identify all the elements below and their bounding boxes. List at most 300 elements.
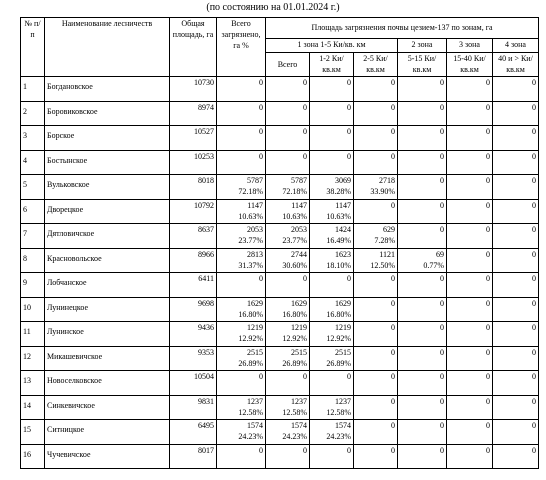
cell-contaminated bbox=[217, 150, 266, 175]
cell-zone1-1-2-value: 0 bbox=[347, 274, 351, 283]
cell-zone1-1-2 bbox=[310, 420, 354, 445]
cell-contaminated bbox=[217, 346, 266, 371]
cell-zone3-value: 0 bbox=[486, 176, 490, 185]
cell-zone1-1-2-value: 0 bbox=[347, 151, 351, 161]
cell-zone1-2-5-percent: 12.50% bbox=[370, 260, 395, 270]
cell-no bbox=[21, 101, 45, 126]
cell-no-value: 2 bbox=[23, 106, 27, 116]
cell-forestry-name bbox=[45, 175, 170, 200]
cell-zone4-value: 0 bbox=[532, 347, 536, 357]
cell-zone1-total bbox=[266, 395, 310, 420]
cell-zone2 bbox=[398, 322, 447, 347]
cell-no bbox=[21, 224, 45, 249]
cell-zone3-value: 0 bbox=[486, 127, 490, 136]
cell-zone2-percent: 0.77% bbox=[423, 260, 444, 270]
cell-contaminated-percent: 16.80% bbox=[238, 309, 263, 319]
cell-zone4 bbox=[493, 126, 539, 151]
cell-zone1-total bbox=[266, 322, 310, 347]
cell-zone1-1-2 bbox=[310, 297, 354, 322]
cell-contaminated bbox=[217, 224, 266, 249]
cell-zone2-value: 0 bbox=[440, 127, 444, 136]
cell-zone1-total-value: 0 bbox=[303, 274, 307, 283]
cell-zone4-value: 0 bbox=[532, 249, 536, 259]
cell-no-value: 6 bbox=[23, 204, 27, 214]
cell-total-area bbox=[170, 420, 217, 445]
table-row bbox=[21, 371, 539, 396]
cell-total-area-value: 9831 bbox=[198, 396, 214, 406]
cell-forestry-name-value: Дятловичское bbox=[47, 229, 95, 238]
cell-contaminated-value: 0 bbox=[259, 127, 263, 136]
cell-zone1-2-5-value: 0 bbox=[391, 298, 395, 308]
cell-zone1-1-2 bbox=[310, 322, 354, 347]
cell-no-value: 7 bbox=[23, 229, 27, 238]
cell-zone3-value: 0 bbox=[486, 323, 490, 332]
cell-contaminated bbox=[217, 77, 266, 102]
cell-no-value: 3 bbox=[23, 131, 27, 140]
cell-no bbox=[21, 199, 45, 224]
col-header-2-5: 2-5 Ки/кв.км bbox=[354, 53, 398, 77]
cell-total-area bbox=[170, 444, 217, 469]
table-row bbox=[21, 297, 539, 322]
cell-contaminated-percent: 12.92% bbox=[238, 334, 263, 343]
cell-total-area bbox=[170, 248, 217, 273]
cell-zone3-value: 0 bbox=[486, 249, 490, 259]
cell-zone1-1-2 bbox=[310, 371, 354, 396]
cell-contaminated-percent: 31.37% bbox=[238, 260, 263, 270]
cell-zone1-1-2-value: 1623 bbox=[335, 249, 351, 259]
cell-zone4-value: 0 bbox=[532, 176, 536, 185]
cell-zone3-value: 0 bbox=[486, 445, 490, 455]
cell-total-area-value: 8017 bbox=[198, 445, 214, 455]
cell-zone1-2-5-value: 629 bbox=[383, 225, 395, 234]
cell-zone1-total-value: 0 bbox=[303, 151, 307, 161]
cell-zone1-total bbox=[266, 175, 310, 200]
cell-zone2-value: 0 bbox=[440, 323, 444, 332]
cell-zone3 bbox=[447, 126, 493, 151]
cell-zone1-total-value: 1237 bbox=[291, 396, 307, 406]
cell-zone2 bbox=[398, 371, 447, 396]
cell-zone4 bbox=[493, 371, 539, 396]
col-header-5-15: 5-15 Ки/кв.км bbox=[398, 53, 447, 77]
col-header-zone1-total: Всего bbox=[266, 53, 310, 77]
cell-zone1-total-percent: 16.80% bbox=[282, 309, 307, 319]
col-header-zone-group: Площадь загрязнения почвы цезием-137 по зонам, га bbox=[266, 18, 539, 39]
cell-contaminated-value: 0 bbox=[259, 102, 263, 112]
cell-forestry-name-value: Вульковское bbox=[47, 180, 90, 189]
cell-contaminated-percent: 72.18% bbox=[238, 187, 263, 196]
cell-zone1-1-2 bbox=[310, 126, 354, 151]
cell-zone1-total bbox=[266, 248, 310, 273]
cell-zone4-value: 0 bbox=[532, 421, 536, 430]
cell-forestry-name bbox=[45, 126, 170, 151]
cell-forestry-name bbox=[45, 248, 170, 273]
cell-zone3 bbox=[447, 77, 493, 102]
cell-no-value: 13 bbox=[23, 376, 31, 385]
cell-total-area bbox=[170, 322, 217, 347]
cell-contaminated-value: 0 bbox=[259, 78, 263, 87]
cell-total-area bbox=[170, 346, 217, 371]
cell-zone4 bbox=[493, 297, 539, 322]
cell-forestry-name-value: Микашевичское bbox=[47, 351, 103, 361]
cell-zone1-2-5-value: 0 bbox=[391, 347, 395, 357]
cell-zone2-value: 0 bbox=[440, 396, 444, 406]
cell-forestry-name bbox=[45, 346, 170, 371]
cell-contaminated bbox=[217, 199, 266, 224]
cell-zone2-value: 0 bbox=[440, 176, 444, 185]
col-header-total-area: Общая площадь, га bbox=[170, 18, 217, 77]
cell-total-area bbox=[170, 371, 217, 396]
table-row bbox=[21, 126, 539, 151]
cell-forestry-name-value: Борское bbox=[47, 131, 75, 140]
table-row bbox=[21, 224, 539, 249]
cell-zone1-2-5-value: 1121 bbox=[379, 249, 395, 259]
table-row bbox=[21, 322, 539, 347]
cell-zone4 bbox=[493, 420, 539, 445]
cell-contaminated bbox=[217, 420, 266, 445]
cell-forestry-name bbox=[45, 420, 170, 445]
cell-zone1-total-value: 0 bbox=[303, 445, 307, 455]
cell-zone1-2-5-value: 0 bbox=[391, 445, 395, 455]
cell-zone1-2-5 bbox=[354, 199, 398, 224]
cell-zone1-2-5 bbox=[354, 371, 398, 396]
cell-zone2-value: 0 bbox=[440, 102, 444, 112]
cell-zone1-2-5-percent: 7.28% bbox=[374, 236, 395, 245]
cell-forestry-name bbox=[45, 224, 170, 249]
col-header-1-2: 1-2 Ки/кв.км bbox=[310, 53, 354, 77]
cell-zone1-2-5 bbox=[354, 175, 398, 200]
cell-zone1-1-2 bbox=[310, 199, 354, 224]
cell-zone1-total-value: 1629 bbox=[291, 298, 307, 308]
cell-zone2-value: 0 bbox=[440, 347, 444, 357]
cell-contaminated-percent: 23.77% bbox=[238, 236, 263, 245]
cell-zone1-2-5 bbox=[354, 224, 398, 249]
cell-zone1-2-5-value: 0 bbox=[391, 274, 395, 283]
cell-forestry-name bbox=[45, 77, 170, 102]
cell-zone2 bbox=[398, 420, 447, 445]
cell-zone2 bbox=[398, 199, 447, 224]
cell-zone2-value: 69 bbox=[436, 249, 444, 259]
cell-zone2 bbox=[398, 175, 447, 200]
cell-zone4-value: 0 bbox=[532, 78, 536, 87]
cell-no bbox=[21, 248, 45, 273]
cell-zone2 bbox=[398, 273, 447, 298]
table-row bbox=[21, 420, 539, 445]
cell-zone1-1-2-value: 1629 bbox=[335, 298, 351, 308]
cell-zone1-1-2-value: 1237 bbox=[335, 396, 351, 406]
cell-zone4-value: 0 bbox=[532, 102, 536, 112]
cell-zone4 bbox=[493, 224, 539, 249]
cell-forestry-name-value: Красновольское bbox=[47, 253, 102, 263]
col-header-name: Наименование лесничеств bbox=[45, 18, 170, 77]
cell-zone1-2-5 bbox=[354, 126, 398, 151]
cell-zone1-total-value: 0 bbox=[303, 78, 307, 87]
cell-no bbox=[21, 150, 45, 175]
cell-zone4-value: 0 bbox=[532, 127, 536, 136]
cell-zone2 bbox=[398, 101, 447, 126]
cell-zone3 bbox=[447, 444, 493, 469]
cell-zone3 bbox=[447, 420, 493, 445]
cell-forestry-name-value: Синкевичское bbox=[47, 400, 95, 410]
cell-zone1-total-value: 2744 bbox=[291, 249, 307, 259]
cell-zone1-total-percent: 24.23% bbox=[282, 432, 307, 441]
cell-zone2 bbox=[398, 224, 447, 249]
cell-no-value: 11 bbox=[23, 327, 31, 336]
cell-zone1-total-percent: 12.58% bbox=[282, 407, 307, 417]
cell-zone1-2-5 bbox=[354, 297, 398, 322]
cell-forestry-name bbox=[45, 199, 170, 224]
cell-zone1-total bbox=[266, 150, 310, 175]
cell-zone1-total-value: 1147 bbox=[291, 200, 307, 210]
cell-zone1-1-2-percent: 16.80% bbox=[326, 309, 351, 319]
table-row bbox=[21, 175, 539, 200]
cell-zone1-1-2-value: 1147 bbox=[335, 200, 351, 210]
cell-contaminated bbox=[217, 248, 266, 273]
cell-zone3-value: 0 bbox=[486, 200, 490, 210]
cell-zone2 bbox=[398, 150, 447, 175]
cell-forestry-name-value: Лобчанское bbox=[47, 278, 87, 287]
cell-total-area-value: 10730 bbox=[194, 78, 214, 87]
cell-zone1-1-2 bbox=[310, 77, 354, 102]
cell-zone2-value: 0 bbox=[440, 274, 444, 283]
cell-contaminated-value: 1574 bbox=[247, 421, 263, 430]
cell-total-area-value: 9353 bbox=[198, 347, 214, 357]
cell-zone3 bbox=[447, 101, 493, 126]
cell-zone3-value: 0 bbox=[486, 151, 490, 161]
cell-zone3 bbox=[447, 322, 493, 347]
cell-zone3-value: 0 bbox=[486, 421, 490, 430]
cell-contaminated bbox=[217, 126, 266, 151]
cell-zone1-total-value: 2515 bbox=[291, 347, 307, 357]
cell-forestry-name-value: Дворецкое bbox=[47, 204, 84, 214]
cell-zone4-value: 0 bbox=[532, 274, 536, 283]
cell-zone1-2-5-value: 0 bbox=[391, 102, 395, 112]
cell-zone1-2-5 bbox=[354, 346, 398, 371]
cell-zone1-1-2-percent: 12.58% bbox=[326, 407, 351, 417]
cell-zone1-total bbox=[266, 126, 310, 151]
cell-zone3 bbox=[447, 297, 493, 322]
cell-zone2-value: 0 bbox=[440, 151, 444, 161]
col-header-zone4: 4 зона bbox=[493, 39, 539, 53]
cell-zone4 bbox=[493, 322, 539, 347]
cell-no bbox=[21, 444, 45, 469]
table-row bbox=[21, 150, 539, 175]
cell-forestry-name-value: Лунинецкое bbox=[47, 302, 89, 312]
cell-zone2-value: 0 bbox=[440, 225, 444, 234]
cell-zone1-total bbox=[266, 101, 310, 126]
cell-contaminated-value: 1629 bbox=[247, 298, 263, 308]
cell-total-area-value: 6495 bbox=[198, 421, 214, 430]
table-row bbox=[21, 444, 539, 469]
table-row bbox=[21, 77, 539, 102]
col-header-40-plus: 40 и > Ки/кв.км bbox=[493, 53, 539, 77]
cell-total-area-value: 8966 bbox=[198, 249, 214, 259]
cell-no-value: 4 bbox=[23, 155, 27, 165]
cell-contaminated bbox=[217, 371, 266, 396]
cell-no bbox=[21, 273, 45, 298]
cell-zone1-2-5-value: 2718 bbox=[379, 176, 395, 185]
cell-zone3-value: 0 bbox=[486, 372, 490, 381]
cell-total-area bbox=[170, 395, 217, 420]
cell-contaminated-percent: 24.23% bbox=[238, 432, 263, 441]
cell-zone4 bbox=[493, 273, 539, 298]
cell-zone1-1-2 bbox=[310, 444, 354, 469]
cell-zone3-value: 0 bbox=[486, 274, 490, 283]
cell-total-area-value: 9698 bbox=[198, 298, 214, 308]
cell-contaminated-value: 0 bbox=[259, 372, 263, 381]
table-row bbox=[21, 199, 539, 224]
cell-no bbox=[21, 322, 45, 347]
cell-zone1-2-5 bbox=[354, 420, 398, 445]
cell-total-area bbox=[170, 224, 217, 249]
col-header-no: № п/п bbox=[21, 18, 45, 77]
cell-zone3 bbox=[447, 273, 493, 298]
cell-zone1-total-value: 2053 bbox=[291, 225, 307, 234]
cell-total-area-value: 8974 bbox=[198, 102, 214, 112]
cell-zone1-total bbox=[266, 77, 310, 102]
cell-total-area-value: 9436 bbox=[198, 323, 214, 332]
cell-contaminated bbox=[217, 273, 266, 298]
cell-total-area bbox=[170, 101, 217, 126]
cell-zone2-value: 0 bbox=[440, 78, 444, 87]
cell-no-value: 9 bbox=[23, 278, 27, 287]
cell-zone1-1-2-value: 3069 bbox=[335, 176, 351, 185]
cell-zone1-1-2-value: 1574 bbox=[335, 421, 351, 430]
cell-zone1-2-5-value: 0 bbox=[391, 372, 395, 381]
cell-zone1-2-5 bbox=[354, 322, 398, 347]
cell-contaminated-percent: 26.89% bbox=[238, 358, 263, 368]
cell-zone3 bbox=[447, 371, 493, 396]
cell-zone1-1-2 bbox=[310, 175, 354, 200]
cell-no-value: 8 bbox=[23, 253, 27, 263]
cell-total-area bbox=[170, 150, 217, 175]
cell-zone1-2-5 bbox=[354, 395, 398, 420]
cell-total-area bbox=[170, 175, 217, 200]
cell-forestry-name-value: Чучевичское bbox=[47, 449, 91, 459]
cell-zone1-total-value: 0 bbox=[303, 102, 307, 112]
cell-no-value: 12 bbox=[23, 351, 31, 361]
cell-forestry-name bbox=[45, 101, 170, 126]
cell-contaminated-value: 0 bbox=[259, 445, 263, 455]
cell-contaminated bbox=[217, 101, 266, 126]
cell-contaminated-percent: 10.63% bbox=[238, 211, 263, 221]
cell-zone1-1-2-value: 1219 bbox=[335, 323, 351, 332]
col-header-zone2: 2 зона bbox=[398, 39, 447, 53]
cell-contaminated bbox=[217, 322, 266, 347]
cell-zone1-total bbox=[266, 224, 310, 249]
cell-total-area-value: 10792 bbox=[194, 200, 214, 210]
cell-zone1-1-2 bbox=[310, 346, 354, 371]
cell-zone1-total-value: 5787 bbox=[291, 176, 307, 185]
cell-zone2-value: 0 bbox=[440, 298, 444, 308]
cell-contaminated-value: 2515 bbox=[247, 347, 263, 357]
cell-no-value: 14 bbox=[23, 400, 31, 410]
cell-forestry-name bbox=[45, 371, 170, 396]
cell-zone1-2-5-value: 0 bbox=[391, 421, 395, 430]
cell-zone4 bbox=[493, 444, 539, 469]
cell-total-area bbox=[170, 297, 217, 322]
cell-no bbox=[21, 77, 45, 102]
cell-zone4-value: 0 bbox=[532, 200, 536, 210]
cell-total-area bbox=[170, 77, 217, 102]
cell-zone2-value: 0 bbox=[440, 200, 444, 210]
cell-zone1-1-2 bbox=[310, 395, 354, 420]
cell-no bbox=[21, 371, 45, 396]
cell-zone4-value: 0 bbox=[532, 323, 536, 332]
cell-zone4-value: 0 bbox=[532, 372, 536, 381]
cell-no bbox=[21, 126, 45, 151]
cell-total-area-value: 8637 bbox=[198, 225, 214, 234]
cell-no bbox=[21, 420, 45, 445]
cell-contaminated bbox=[217, 395, 266, 420]
cell-total-area bbox=[170, 126, 217, 151]
col-header-zone1: 1 зона 1-5 Ки/кв. км bbox=[266, 39, 398, 53]
table-row bbox=[21, 346, 539, 371]
cell-zone4-value: 0 bbox=[532, 298, 536, 308]
cell-zone1-1-2 bbox=[310, 273, 354, 298]
cell-zone1-2-5-value: 0 bbox=[391, 151, 395, 161]
cell-zone4 bbox=[493, 248, 539, 273]
cell-zone1-1-2-value: 1424 bbox=[335, 225, 351, 234]
table-row bbox=[21, 273, 539, 298]
cell-zone1-total-percent: 10.63% bbox=[282, 211, 307, 221]
cell-zone1-2-5-value: 0 bbox=[391, 78, 395, 87]
cell-zone2 bbox=[398, 126, 447, 151]
cell-zone1-total-value: 0 bbox=[303, 372, 307, 381]
cell-zone1-1-2-value: 0 bbox=[347, 102, 351, 112]
cell-zone1-total-value: 0 bbox=[303, 127, 307, 136]
cell-zone4 bbox=[493, 77, 539, 102]
cell-zone1-total bbox=[266, 420, 310, 445]
cell-forestry-name-value: Богдановское bbox=[47, 82, 93, 91]
cell-total-area-value: 10527 bbox=[194, 127, 214, 136]
cell-zone4-value: 0 bbox=[532, 225, 536, 234]
cell-zone1-1-2-value: 0 bbox=[347, 372, 351, 381]
cell-no-value: 15 bbox=[23, 425, 31, 434]
cell-zone1-1-2-value: 0 bbox=[347, 445, 351, 455]
cell-zone1-total bbox=[266, 371, 310, 396]
cell-zone1-2-5-value: 0 bbox=[391, 323, 395, 332]
cell-contaminated-value: 0 bbox=[259, 151, 263, 161]
document-subtitle: (по состоянию на 01.01.2024 г.) bbox=[206, 2, 340, 13]
cell-contaminated-value: 1147 bbox=[247, 200, 263, 210]
cell-zone3-value: 0 bbox=[486, 225, 490, 234]
cell-contaminated bbox=[217, 297, 266, 322]
cell-zone1-1-2 bbox=[310, 101, 354, 126]
cell-contaminated bbox=[217, 444, 266, 469]
cell-zone3-value: 0 bbox=[486, 347, 490, 357]
cell-zone1-2-5 bbox=[354, 101, 398, 126]
cell-zone4 bbox=[493, 101, 539, 126]
cell-forestry-name-value: Лунинское bbox=[47, 327, 84, 336]
cell-zone1-1-2 bbox=[310, 150, 354, 175]
cell-no bbox=[21, 297, 45, 322]
cell-total-area bbox=[170, 199, 217, 224]
table-row bbox=[21, 101, 539, 126]
cell-contaminated bbox=[217, 175, 266, 200]
cell-zone2-value: 0 bbox=[440, 445, 444, 455]
cell-zone3 bbox=[447, 248, 493, 273]
cell-zone4 bbox=[493, 395, 539, 420]
cell-zone1-2-5-percent: 33.90% bbox=[370, 187, 395, 196]
cell-zone3-value: 0 bbox=[486, 298, 490, 308]
cell-forestry-name-value: Ситницкое bbox=[47, 425, 85, 434]
cell-zone2 bbox=[398, 395, 447, 420]
cell-zone1-1-2-percent: 12.92% bbox=[326, 334, 351, 343]
cell-forestry-name-value: Боровиковское bbox=[47, 106, 98, 116]
cell-zone1-total-percent: 26.89% bbox=[282, 358, 307, 368]
cell-no bbox=[21, 346, 45, 371]
cell-zone1-2-5 bbox=[354, 150, 398, 175]
